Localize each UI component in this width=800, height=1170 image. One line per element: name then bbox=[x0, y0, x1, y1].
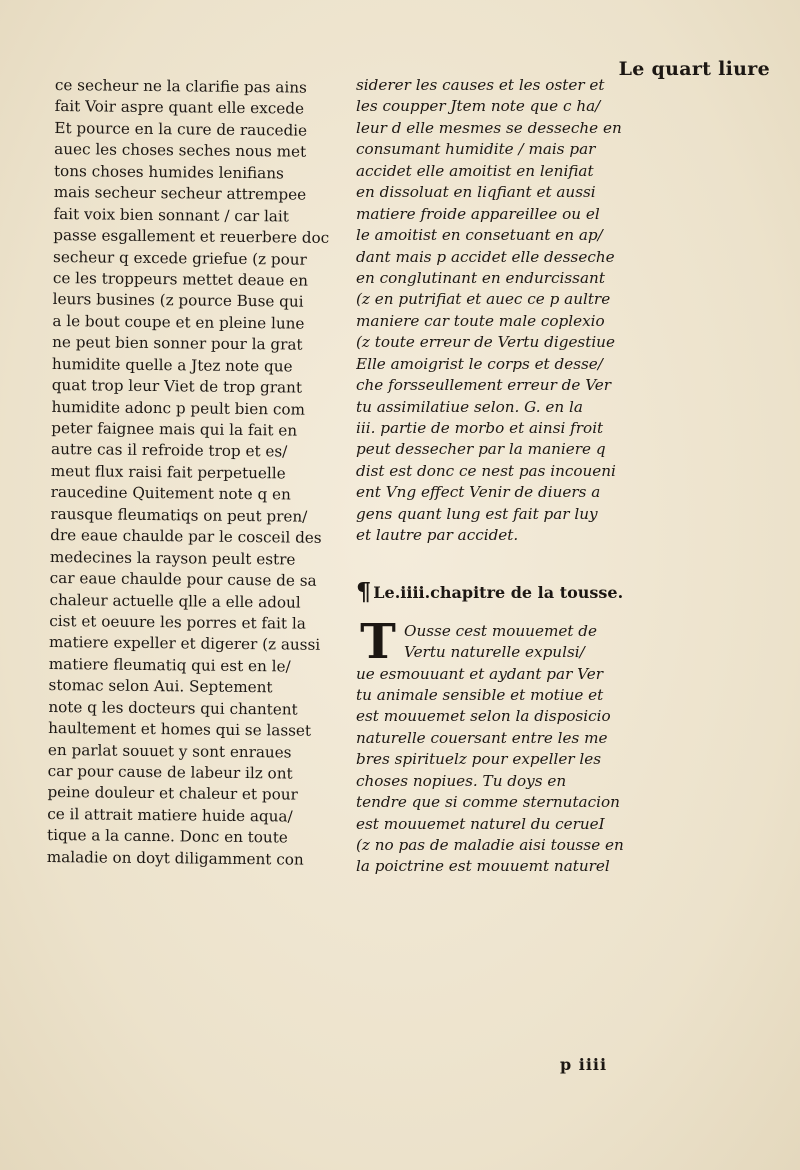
decorated-initial: T bbox=[360, 613, 396, 670]
text-line: matiere froide appareillee ou el bbox=[356, 204, 600, 223]
text-line: medecines la rayson peult estre bbox=[49, 547, 296, 569]
signature-mark: p iiii bbox=[560, 1055, 608, 1074]
text-line: Elle amoigrist le corps et desse/ bbox=[356, 354, 603, 373]
text-line: passe esgallement et reuerbere doc bbox=[53, 226, 330, 247]
text-line: car eaue chaulde pour cause de sa bbox=[49, 569, 317, 590]
text-line: ce il attrait matiere huide aqua/ bbox=[47, 804, 293, 826]
chapter-body bbox=[356, 613, 696, 878]
text-line: chaleur actuelle qlle a elle adoul bbox=[49, 590, 301, 612]
running-head: Le quart liure bbox=[618, 58, 770, 80]
text-line: quat trop leur Viet de trop grant bbox=[51, 376, 303, 397]
text-line: dre eaue chaulde par le cosceil des bbox=[50, 526, 322, 548]
text-line: secheur q excede griefue (z pour bbox=[53, 247, 307, 269]
text-line: accidet elle amoitist en lenifiat bbox=[356, 161, 594, 180]
right-column-top-text bbox=[356, 75, 696, 547]
text-line: le amoitist en consetuant en ap/ bbox=[356, 226, 603, 245]
text-line: note q les docteurs qui chantent bbox=[48, 697, 298, 719]
text-line: ne peut bien sonner pour la grat bbox=[52, 333, 303, 354]
text-line: en parlat souuet y sont enraues bbox=[47, 740, 292, 762]
text-line: (z toute erreur de Vertu digestiue bbox=[356, 333, 615, 352]
text-line: maladie on doyt diligamment con bbox=[46, 847, 304, 869]
text-line: peine douleur et chaleur et pour bbox=[47, 783, 298, 805]
text-line: fait Voir aspre quant elle excede bbox=[54, 97, 305, 119]
text-line: rausque fleumatiqs on peut pren/ bbox=[50, 504, 308, 526]
text-line: leur d elle mesmes se desseche en bbox=[356, 118, 622, 137]
right-text-column bbox=[356, 75, 696, 878]
text-line: bres spirituelz pour expeller les bbox=[356, 750, 602, 769]
text-line: fait voix bien sonnant / car lait bbox=[53, 204, 289, 226]
text-line: ue esmouuant et aydant par Ver bbox=[356, 664, 603, 683]
text-line: consumant humidite / mais par bbox=[356, 140, 596, 159]
text-line: cist et oeuure les porres et fait la bbox=[49, 611, 306, 633]
text-line: che forsseullement erreur de Ver bbox=[356, 376, 612, 395]
text-line: peut dessecher par la maniere q bbox=[356, 440, 606, 459]
text-line: siderer les causes et les oster et bbox=[356, 76, 605, 94]
text-line: car pour cause de labeur ilz ont bbox=[47, 761, 293, 783]
text-line: humidite quelle a Jtez note que bbox=[51, 354, 293, 376]
text-line: (z no pas de maladie aisi tousse en bbox=[356, 836, 624, 854]
text-line: tu assimilatiue selon. G. en la bbox=[356, 397, 583, 416]
text-line: humidite adonc p peult bien com bbox=[51, 397, 306, 419]
text-line: auec les choses seches nous met bbox=[54, 140, 307, 161]
text-line: dist est donc ce nest pas incoueni bbox=[356, 461, 616, 480]
text-line: Ousse cest mouuemet de bbox=[404, 621, 597, 640]
text-line: et lautre par accidet. bbox=[356, 526, 519, 545]
text-line: est mouuemet selon la disposicio bbox=[356, 707, 611, 726]
text-line: Vertu naturelle expulsi/ bbox=[404, 643, 585, 662]
text-line: la poictrine est mouuemt naturel bbox=[356, 857, 610, 876]
text-line: dant mais p accidet elle desseche bbox=[356, 247, 615, 266]
text-line: ce les troppeurs mettet deaue en bbox=[52, 268, 309, 290]
text-line: matiere fleumatiq qui est en le/ bbox=[48, 654, 291, 676]
text-line: choses nopiues. Tu doys en bbox=[356, 771, 567, 790]
text-line: leurs busines (z pource Buse qui bbox=[52, 290, 304, 311]
pilcrow-icon: ¶ bbox=[356, 576, 372, 606]
text-line: Et pource en la cure de raucedie bbox=[54, 118, 308, 140]
text-line: gens quant lung est fait par luy bbox=[356, 504, 598, 523]
text-line: en conglutinant en endurcissant bbox=[356, 268, 605, 287]
text-line: a le bout coupe et en pleine lune bbox=[52, 311, 305, 333]
text-line: meut flux raisi fait perpetuelle bbox=[50, 461, 286, 483]
text-line: tique a la canne. Donc en toute bbox=[46, 826, 288, 847]
text-line: est mouuemet naturel du cerueI bbox=[356, 814, 605, 833]
text-line: ce secheur ne la clarifie pas ains bbox=[54, 75, 307, 97]
chapter-heading bbox=[356, 575, 696, 609]
text-line: peter faignee mais qui la fait en bbox=[51, 418, 298, 440]
chapter-body-text bbox=[356, 613, 696, 878]
chapter-heading-text: Le.iiii.chapitre de la tousse. bbox=[373, 582, 624, 602]
text-line: en dissoluat en liqfiant et aussi bbox=[356, 183, 596, 202]
left-text-column bbox=[47, 75, 355, 871]
text-line: maniere car toute male coplexio bbox=[356, 311, 605, 330]
text-line: naturelle couersant entre les me bbox=[356, 728, 608, 747]
text-line: raucedine Quitement note q en bbox=[50, 483, 291, 504]
text-line: autre cas il refroide trop et es/ bbox=[50, 440, 288, 461]
text-line: haultement et homes qui se lasset bbox=[48, 719, 312, 740]
text-line: iii. partie de morbo et ainsi froit bbox=[356, 419, 604, 437]
text-line: stomac selon Aui. Septement bbox=[48, 676, 273, 697]
text-line: (z en putrifiat et auec ce p aultre bbox=[356, 290, 611, 309]
text-line: les coupper Jtem note que c ha/ bbox=[356, 97, 601, 116]
text-line: matiere expeller et digerer (z aussi bbox=[48, 633, 321, 655]
text-line: ent Vng effect Venir de diuers a bbox=[356, 483, 601, 502]
text-line: mais secheur secheur attrempee bbox=[53, 183, 307, 204]
text-line: tu animale sensible et motiue et bbox=[356, 685, 604, 704]
text-line: tendre que si comme sternutacion bbox=[356, 793, 620, 812]
text-line: tons choses humides lenifians bbox=[53, 161, 284, 183]
